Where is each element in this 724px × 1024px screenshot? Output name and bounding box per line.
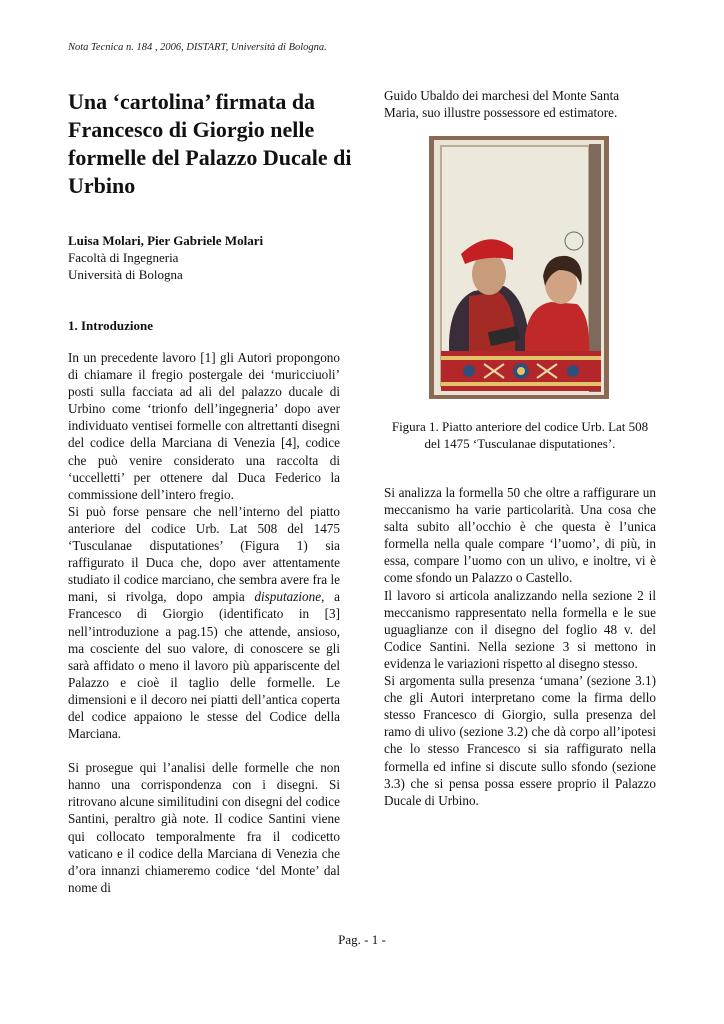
- page-number: Pag. - 1 -: [338, 932, 386, 947]
- emphasis-text: disputazione: [254, 589, 322, 605]
- figure-1-image: [429, 136, 609, 399]
- running-header: Nota Tecnica n. 184 , 2006, DISTART, Università di Bologna.: [68, 42, 327, 53]
- paragraph: Il lavoro si articola analizzando nella sezione 2 il meccanismo rappresentato nella formella e le sue uguaglianze con il disegno del foglio 48 v. del Codice Santini. Nella sezione 3 si mettono in evidenza le variazioni rispetto al disegno stesso.: [384, 587, 656, 671]
- text-run: Si può forse pensare che nell’interno del piatto anteriore del codice Urb. Lat 508 del 1475 ‘Tusculanae disputationes’ (Figura 1) sia raffigurato il Duca che, dopo aver attentamente studiato il codice marciano, che sembra avere fra le mani, si rivolga, dopo ampia: [68, 503, 340, 605]
- painting-illustration: [429, 136, 609, 399]
- paragraph: Si prosegue qui l’analisi delle formelle che non hanno una corrispondenza con i disegni. Si ritrovano alcune similitudini con disegni del codice Santini, peraltro già note. Il codice Santini viene qui collocato temporalmente fra il codicetto vaticano e il codice della Marciana di Venezia che d’ora innanzi chiameremo codice ‘del Monte’ dal nome di: [68, 760, 340, 895]
- paragraph: Si analizza la formella 50 che oltre a raffigurare un meccanismo ha varie particolarità. Una cosa che salta subito all’occhio è che questa è l’unica formella nella quale compare ‘l’uomo’, di più, in essa, compare l’uomo con un ulivo, e inoltre, vi è come sfondo un Palazzo o Castello.: [384, 485, 656, 586]
- right-column: [384, 484, 656, 809]
- text-run: , a Francesco di Giorgio (identificato in [3] nell’introduzione a pag.15) che attende, ansioso, ma cosciente del suo valore, di conoscere se gli sarà affidato o meno il lavoro più appariscente del Palazzo e cioè il taglio delle formelle. Le dimensioni e il decoro nei piatti dell’antica coperta del codice appaiono le stesse del Codice della Marciana.: [68, 589, 340, 742]
- left-column: [68, 349, 340, 896]
- author-university: Università di Bologna: [68, 267, 183, 282]
- author-faculty: Facoltà di Ingegneria: [68, 250, 179, 265]
- author-block: [68, 232, 348, 283]
- figure-1-caption: Figura 1. Piatto anteriore del codice Urb. Lat 508 del 1475 ‘Tusculanae disputationes’.: [391, 419, 649, 451]
- paragraph: In un precedente lavoro [1] gli Autori propongono di chiamare il fregio postergale dei ‘muricciuoli’ posti sulla facciata ad ali del palazzo ducale di Urbino come ‘trionfo dell’ingegneria’ dopo aver individuato ventisei formelle con altrettanti disegni del codice della Marciana di Venezia [4], codice che può venire considerato una raccolta di ‘uccelletti’ per ottenere dal Duca Federico la commissione dell’intero fregio.: [68, 350, 340, 502]
- paper-title: Una ‘cartolina’ firmata da Francesco di Giorgio nelle formelle del Palazzo Ducale di Urbino: [68, 89, 352, 198]
- author-names: Luisa Molari, Pier Gabriele Molari: [68, 233, 264, 248]
- right-column-continuation: Guido Ubaldo dei marchesi del Monte Santa Maria, suo illustre possessore ed estimatore.: [384, 88, 620, 121]
- paragraph: [68, 503, 340, 742]
- paragraph: Si argomenta sulla presenza ‘umana’ (sezione 3.1) che gli Autori interpretano come la firma dello stesso Francesco di Giorgio, sulla presenza del ramo di ulivo (sezione 3.2) che dà corpo all’ipotesi che lo stesso Francesco si sia raffigurato nella formella ed infine si discute sullo sfondo (sezione 3.3) che si pensa possa essere proprio il Palazzo Ducale di Urbino.: [384, 673, 656, 808]
- section-heading-introduction: 1. Introduzione: [68, 318, 153, 333]
